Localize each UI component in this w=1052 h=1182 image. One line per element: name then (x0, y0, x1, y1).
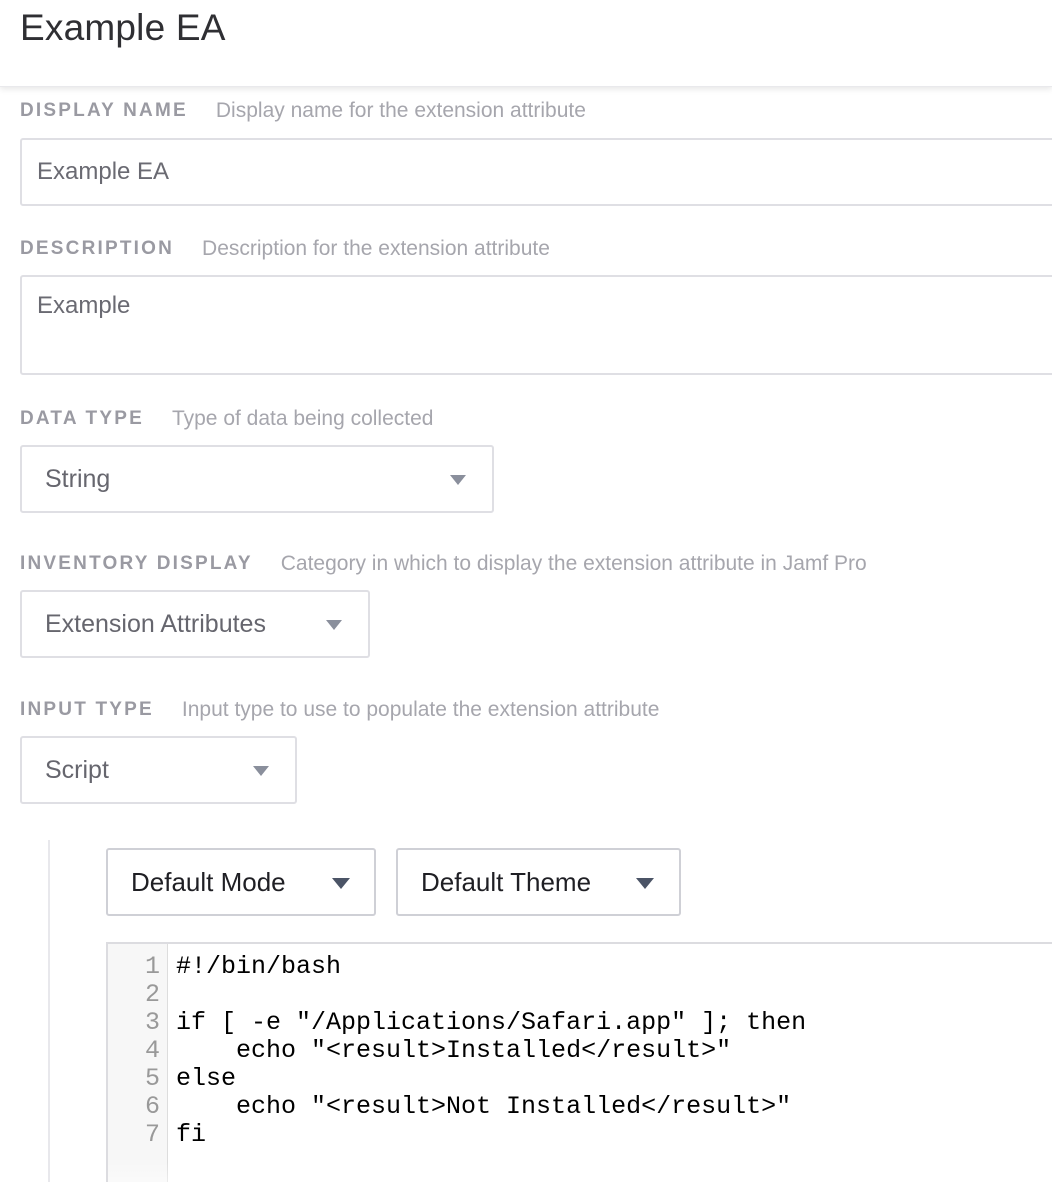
inventory-display-select[interactable] (20, 590, 370, 658)
line-text: #!/bin/bash (176, 951, 342, 981)
display-name-help: Display name for the extension attribute (215, 99, 586, 122)
line-number: 6 (144, 1091, 160, 1121)
data-type-label-row (20, 406, 433, 432)
description-label: DESCRIPTION (20, 238, 175, 259)
code-line (108, 1007, 807, 1037)
line-number: 4 (144, 1035, 160, 1065)
description-label-row (20, 236, 550, 262)
inventory-display-label: INVENTORY DISPLAY (20, 553, 253, 574)
display-name-label-row (20, 98, 586, 124)
editor-theme-select[interactable] (396, 848, 681, 916)
chevron-down-icon (450, 475, 466, 485)
editor-mode-select[interactable] (106, 848, 376, 916)
line-text: echo "<result>Not Installed</result>" (176, 1091, 792, 1121)
description-help: Description for the extension attribute (202, 237, 550, 260)
chevron-down-icon (636, 878, 654, 889)
inventory-display-selected-value: Extension Attributes (45, 609, 266, 638)
line-text: else (176, 1063, 237, 1093)
line-number: 5 (144, 1063, 160, 1093)
line-number: 7 (144, 1119, 160, 1149)
data-type-select[interactable] (20, 445, 494, 513)
line-text: fi (176, 1119, 207, 1149)
data-type-label: DATA TYPE (20, 408, 144, 429)
editor-theme-selected-value: Default Theme (421, 866, 592, 897)
inventory-display-label-row (20, 551, 867, 577)
script-code-editor[interactable] (106, 942, 1052, 1182)
editor-fade (108, 1162, 1052, 1182)
inventory-display-help: Category in which to display the extension attribute in Jamf Pro (280, 552, 867, 575)
input-type-selected-value: Script (45, 755, 109, 784)
display-name-input[interactable]: Example EA (20, 138, 1052, 206)
input-type-label: INPUT TYPE (20, 699, 154, 720)
code-line (108, 980, 160, 1008)
line-text: if [ -e "/Applications/Safari.app" ]; then (176, 1007, 807, 1037)
code-line (108, 1035, 732, 1065)
data-type-selected-value: String (45, 464, 111, 493)
code-line (108, 951, 342, 981)
input-type-select[interactable] (20, 736, 297, 804)
chevron-down-icon (332, 878, 350, 889)
editor-mode-selected-value: Default Mode (131, 866, 286, 897)
code-line (108, 1063, 237, 1093)
page-title: Example EA (20, 7, 226, 48)
code-line (108, 1091, 792, 1121)
page-header (0, 0, 1052, 87)
line-number: 1 (144, 951, 160, 981)
chevron-down-icon (253, 766, 269, 776)
line-text: echo "<result>Installed</result>" (176, 1035, 732, 1065)
line-number: 3 (144, 1007, 160, 1037)
script-section-rail (48, 840, 50, 1182)
data-type-help: Type of data being collected (171, 407, 434, 430)
description-textarea[interactable]: Example (20, 275, 1052, 375)
input-type-label-row (20, 697, 659, 723)
input-type-help: Input type to use to populate the extension attribute (181, 698, 660, 721)
extension-attribute-form (0, 86, 1052, 1182)
code-line (108, 1119, 207, 1149)
display-name-label: DISPLAY NAME (20, 100, 188, 121)
line-number: 2 (144, 979, 160, 1009)
chevron-down-icon (326, 620, 342, 630)
